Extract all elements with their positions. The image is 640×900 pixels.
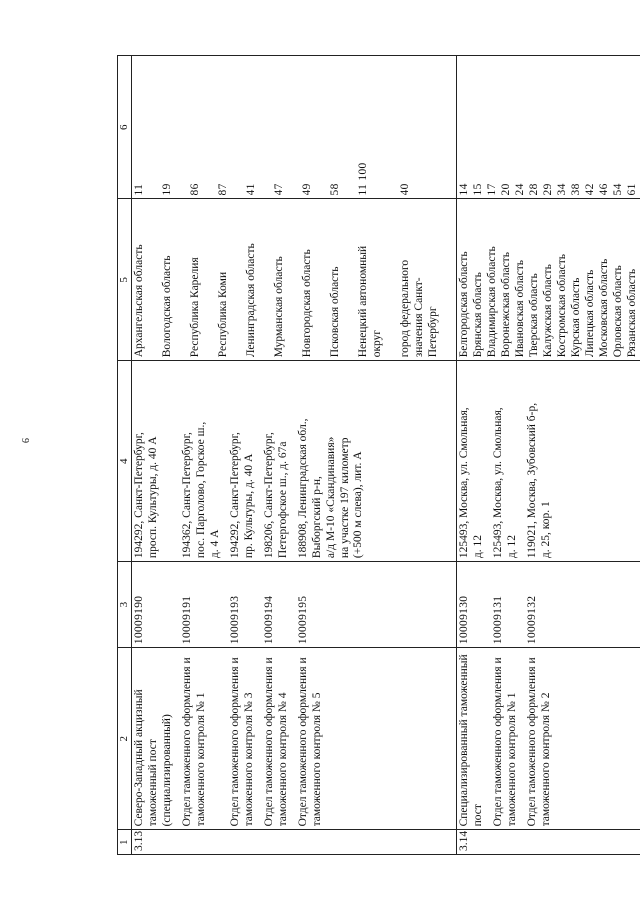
post-name-line: таможенный пост	[146, 739, 159, 827]
region-code: 15	[472, 183, 485, 196]
post-address-line: просп. Культуры, д. 40 А	[146, 436, 159, 559]
post-address-line: а/д М-10 «Скандинавия»	[324, 436, 337, 559]
region-code: 28	[528, 183, 541, 196]
region-names	[457, 199, 640, 361]
region-code: 11 100	[357, 162, 370, 196]
region-name-line: Ивановская область	[514, 260, 527, 358]
post-code: 10009132	[526, 595, 539, 645]
region-name-line: Ленинградская область	[245, 243, 258, 358]
post-names	[457, 648, 640, 830]
region-name-line: Тверская область	[528, 273, 541, 358]
post-code: 10009131	[492, 595, 505, 645]
region-code: 19	[161, 183, 174, 196]
column-header-3: 3	[118, 562, 132, 648]
post-name-line: Отдел таможенного оформления и	[297, 657, 310, 827]
region-code-block	[273, 59, 287, 195]
region-code-block	[584, 59, 598, 195]
region-code: 34	[556, 183, 569, 196]
region-block	[273, 202, 287, 357]
post-address-block	[229, 364, 257, 558]
post-name-line: Специализированный таможенный	[458, 654, 471, 827]
post-code-block	[263, 565, 291, 644]
region-name-line: Республика Карелия	[189, 257, 202, 358]
post-names	[132, 648, 457, 830]
region-name-line: Калужская область	[542, 264, 555, 358]
region-code-block	[486, 59, 500, 195]
region-name-line: Мурманская область	[273, 256, 286, 358]
post-address-line: пр. Культуры, д. 40 А	[242, 453, 255, 559]
region-code-block	[472, 59, 486, 195]
region-block	[161, 202, 175, 357]
region-name-line: город федерального	[399, 259, 412, 358]
column-header-6: 6	[118, 56, 132, 199]
post-codes	[457, 562, 640, 648]
region-block	[626, 202, 640, 357]
region-block	[584, 202, 598, 357]
post-code-block	[133, 565, 175, 644]
post-address-line: д. 12	[471, 534, 484, 559]
region-name-line: Новгородская область	[301, 249, 314, 358]
region-block	[399, 202, 441, 357]
region-name-line: Костромская область	[556, 254, 569, 358]
region-block	[542, 202, 556, 357]
region-block	[528, 202, 542, 357]
post-code: 10009195	[297, 595, 310, 645]
post-address-block	[133, 364, 175, 558]
region-code: 40	[399, 183, 412, 196]
post-address-block	[181, 364, 223, 558]
region-code: 58	[329, 183, 342, 196]
post-name-line: таможенного контроля № 5	[310, 692, 323, 827]
post-name-line: таможенного контроля № 4	[276, 692, 289, 827]
column-header-4: 4	[118, 361, 132, 562]
post-code: 10009130	[458, 595, 471, 645]
region-name-line: Вологодская область	[161, 255, 174, 358]
region-code-block	[357, 59, 385, 195]
post-address-line: 188908, Ленинградская обл.,	[297, 418, 310, 559]
post-address-line: (+500 м слева), лит. А	[352, 451, 365, 559]
region-block	[598, 202, 612, 357]
post-name-block	[133, 651, 175, 826]
region-name-line: Ненецкий автономный	[357, 245, 370, 358]
post-address-line: д. 12	[505, 534, 518, 559]
region-code: 46	[598, 183, 611, 196]
region-name-line: значения Санкт-	[412, 277, 425, 358]
region-block	[301, 202, 315, 357]
post-address-line: 194292, Санкт-Петербург,	[133, 432, 146, 559]
rotated-table-area	[117, 55, 639, 855]
region-name-line: Липецкая область	[584, 269, 597, 358]
post-address-line: 194292, Санкт-Петербург,	[229, 432, 242, 559]
post-code-block	[229, 565, 257, 644]
region-block	[570, 202, 584, 357]
post-addresses	[132, 361, 457, 562]
post-name-block	[229, 651, 257, 826]
post-name-line: таможенного контроля № 3	[242, 692, 255, 827]
region-code-block	[399, 59, 441, 195]
section-number: 3.13	[132, 830, 457, 855]
post-code: 10009190	[133, 595, 146, 645]
post-name-line: Отдел таможенного оформления и	[229, 657, 242, 827]
region-block	[514, 202, 528, 357]
region-block	[472, 202, 486, 357]
post-address-line: Петергофское ш., д. 67а	[276, 441, 289, 559]
post-address-line: пос. Парголово, Горское ш.,	[194, 421, 207, 559]
region-code: 17	[486, 183, 499, 196]
region-name-line: округ	[370, 329, 383, 358]
region-code: 54	[612, 183, 625, 196]
region-code: 42	[584, 183, 597, 196]
post-name-line: Отдел таможенного оформления и	[526, 657, 539, 827]
region-code-block	[217, 59, 231, 195]
section-number: 3.14	[457, 830, 640, 855]
region-code: 20	[500, 183, 513, 196]
region-name-line: Владимирская область	[486, 246, 499, 358]
region-name-line: Белгородская область	[458, 251, 471, 358]
post-code: 10009194	[263, 595, 276, 645]
post-code-block	[181, 565, 223, 644]
region-name-line: Республика Коми	[217, 271, 230, 358]
section-row	[457, 56, 640, 855]
post-address-line: 125493, Москва, ул. Смольная,	[492, 407, 505, 559]
region-code: 14	[458, 183, 471, 196]
region-code: 47	[273, 183, 286, 196]
region-code: 86	[189, 183, 202, 196]
column-header-2: 2	[118, 648, 132, 830]
region-code-block	[458, 59, 472, 195]
region-code: 87	[217, 183, 230, 196]
post-address-line: 198206, Санкт-Петербург,	[263, 432, 276, 559]
region-code-block	[514, 59, 528, 195]
region-codes	[132, 56, 457, 199]
region-code-block	[570, 59, 584, 195]
post-name-line: таможенного контроля № 1	[505, 692, 518, 827]
post-address-block	[297, 364, 367, 558]
region-name-line: Московская область	[598, 258, 611, 358]
region-code-block	[245, 59, 259, 195]
post-name-line: Северо-Западный акцизный	[133, 689, 146, 827]
region-name-line: Петербург	[426, 306, 439, 358]
post-name-line: (специализированный)	[160, 714, 173, 827]
post-name-block	[526, 651, 554, 826]
post-code-block	[458, 565, 486, 644]
post-name-line: Отдел таможенного оформления и	[492, 657, 505, 827]
column-header-5: 5	[118, 199, 132, 361]
region-block	[217, 202, 231, 357]
region-name-line: Курская область	[570, 277, 583, 358]
region-code-block	[528, 59, 542, 195]
region-block	[486, 202, 500, 357]
region-block	[133, 202, 147, 357]
post-name-block	[458, 651, 486, 826]
region-block	[556, 202, 570, 357]
customs-posts-table	[117, 55, 640, 855]
region-code-block	[301, 59, 315, 195]
section-row	[132, 56, 457, 855]
post-code-block	[526, 565, 554, 644]
column-number-row	[118, 56, 132, 855]
region-code-block	[329, 59, 343, 195]
post-name-line: пост	[471, 804, 484, 827]
region-name-line: Рязанская область	[626, 268, 639, 358]
post-name-block	[263, 651, 291, 826]
region-code: 24	[514, 183, 527, 196]
post-name-block	[297, 651, 367, 826]
region-code: 49	[301, 183, 314, 196]
post-address-line: 194362, Санкт-Петербург,	[181, 432, 194, 559]
region-block	[245, 202, 259, 357]
region-name-line: Архангельская область	[133, 244, 146, 358]
page-number: 9	[19, 438, 30, 443]
region-code-block	[542, 59, 556, 195]
region-code-block	[133, 59, 147, 195]
post-code-block	[297, 565, 367, 644]
region-code: 61	[626, 183, 639, 196]
region-code-block	[626, 59, 640, 195]
region-codes	[457, 56, 640, 199]
post-name-line: таможенного контроля № 2	[539, 692, 552, 827]
region-code-block	[500, 59, 514, 195]
post-address-line: на участке 197 километр	[338, 437, 351, 559]
post-code-block	[492, 565, 520, 644]
region-code: 38	[570, 183, 583, 196]
region-code-block	[161, 59, 175, 195]
post-address-line: д. 25, кор. 1	[539, 501, 552, 559]
region-name-line: Орловская область	[612, 265, 625, 358]
post-codes	[132, 562, 457, 648]
post-address-line: д. 4 А	[208, 529, 221, 559]
post-address-line: Выборгский р-н,	[310, 476, 323, 559]
region-block	[189, 202, 203, 357]
region-code: 41	[245, 183, 258, 196]
region-block	[500, 202, 514, 357]
region-name-line: Воронежская область	[500, 252, 513, 358]
region-name-line: Брянская область	[472, 272, 485, 358]
region-code-block	[189, 59, 203, 195]
region-block	[329, 202, 343, 357]
post-name-line: таможенного контроля № 1	[194, 692, 207, 827]
post-address-line: 119021, Москва, Зубовский б-р,	[526, 402, 539, 559]
region-name-line: Псковская область	[329, 266, 342, 358]
post-address-block	[492, 364, 520, 558]
post-name-line: Отдел таможенного оформления и	[181, 657, 194, 827]
region-names	[132, 199, 457, 361]
post-code: 10009193	[229, 595, 242, 645]
post-code: 10009191	[181, 595, 194, 645]
column-header-1: 1	[118, 830, 132, 855]
region-code-block	[556, 59, 570, 195]
post-name-line: Отдел таможенного оформления и	[263, 657, 276, 827]
region-code: 29	[542, 183, 555, 196]
post-name-block	[492, 651, 520, 826]
post-address-block	[458, 364, 486, 558]
region-block	[357, 202, 385, 357]
region-code-block	[598, 59, 612, 195]
region-block	[612, 202, 626, 357]
post-address-line: 125493, Москва, ул. Смольная,	[458, 407, 471, 559]
post-address-block	[526, 364, 554, 558]
post-addresses	[457, 361, 640, 562]
region-code: 11	[133, 183, 146, 196]
region-code-block	[612, 59, 626, 195]
post-name-block	[181, 651, 223, 826]
post-address-block	[263, 364, 291, 558]
region-block	[458, 202, 472, 357]
